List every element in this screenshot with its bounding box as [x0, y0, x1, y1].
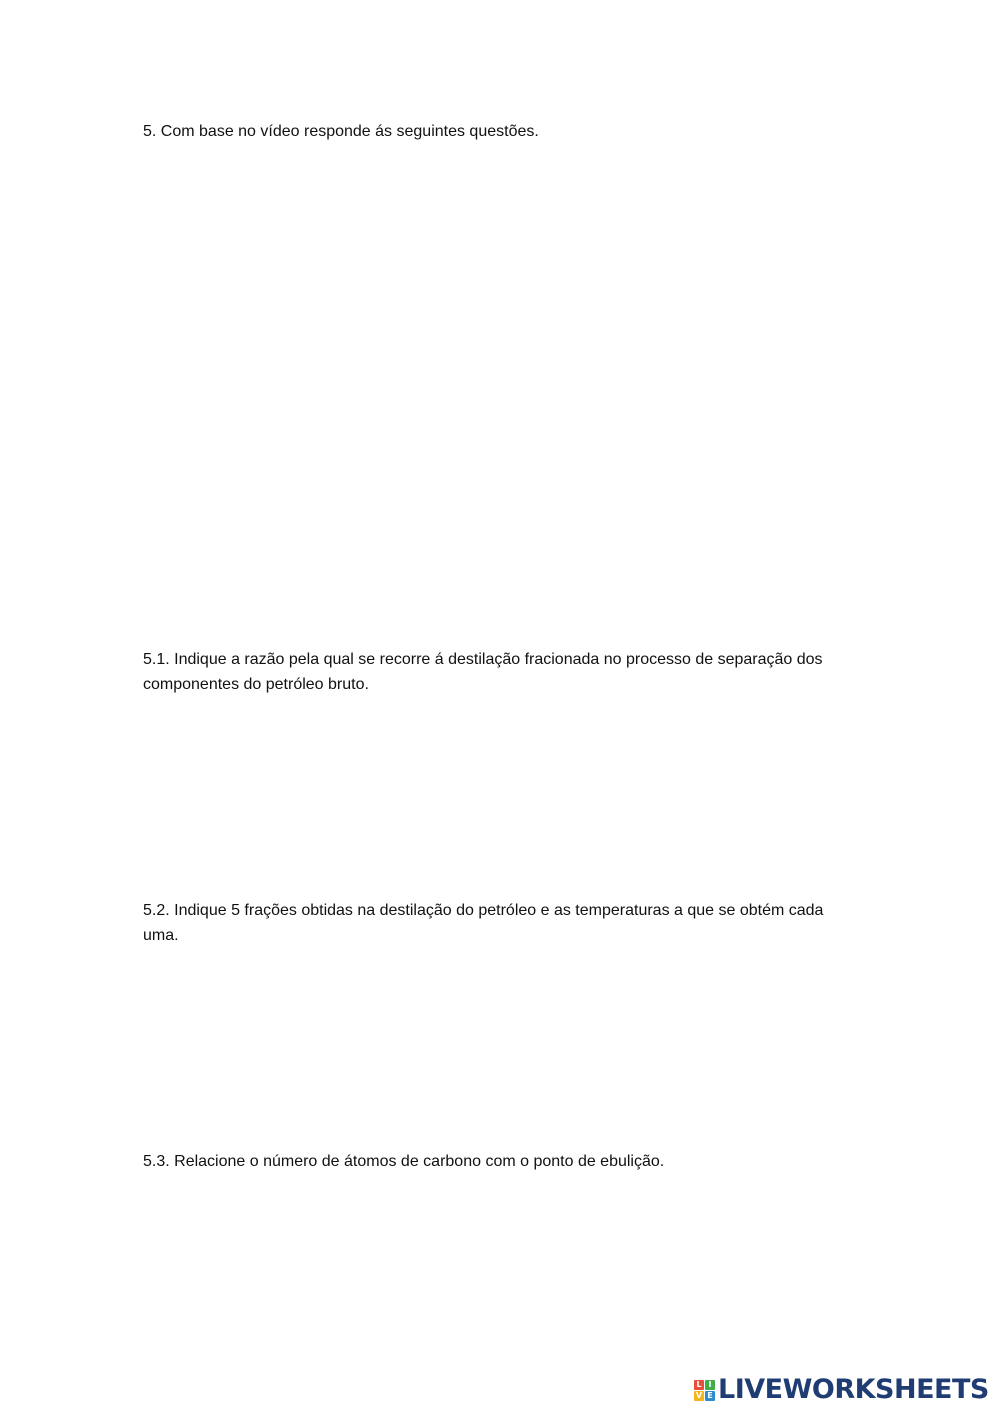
logo-mark-letter: V — [695, 1390, 703, 1400]
logo-mark-letter: L — [694, 1380, 704, 1390]
question-5-2: 5.2. Indique 5 frações obtidas na destilação do petróleo e as temperaturas a que se obtém cada uma. — [143, 902, 824, 944]
liveworksheets-logo — [694, 1375, 989, 1405]
logo-mark-letter: I — [705, 1380, 715, 1390]
question-5-1: 5.1. Indique a razão pela qual se recorre á destilação fracionada no processo de separação dos componentes do petróleo bruto. — [143, 651, 823, 693]
question-5: 5. Com base no vídeo responde ás seguintes questões. — [143, 123, 539, 140]
logo-text: LIVEWORKSHEETS — [718, 1374, 989, 1405]
liveworksheets-logo-mark-icon — [694, 1380, 715, 1401]
question-5-3: 5.3. Relacione o número de átomos de carbono com o ponto de ebulição. — [143, 1153, 665, 1170]
logo-mark-letter: E — [705, 1391, 715, 1401]
